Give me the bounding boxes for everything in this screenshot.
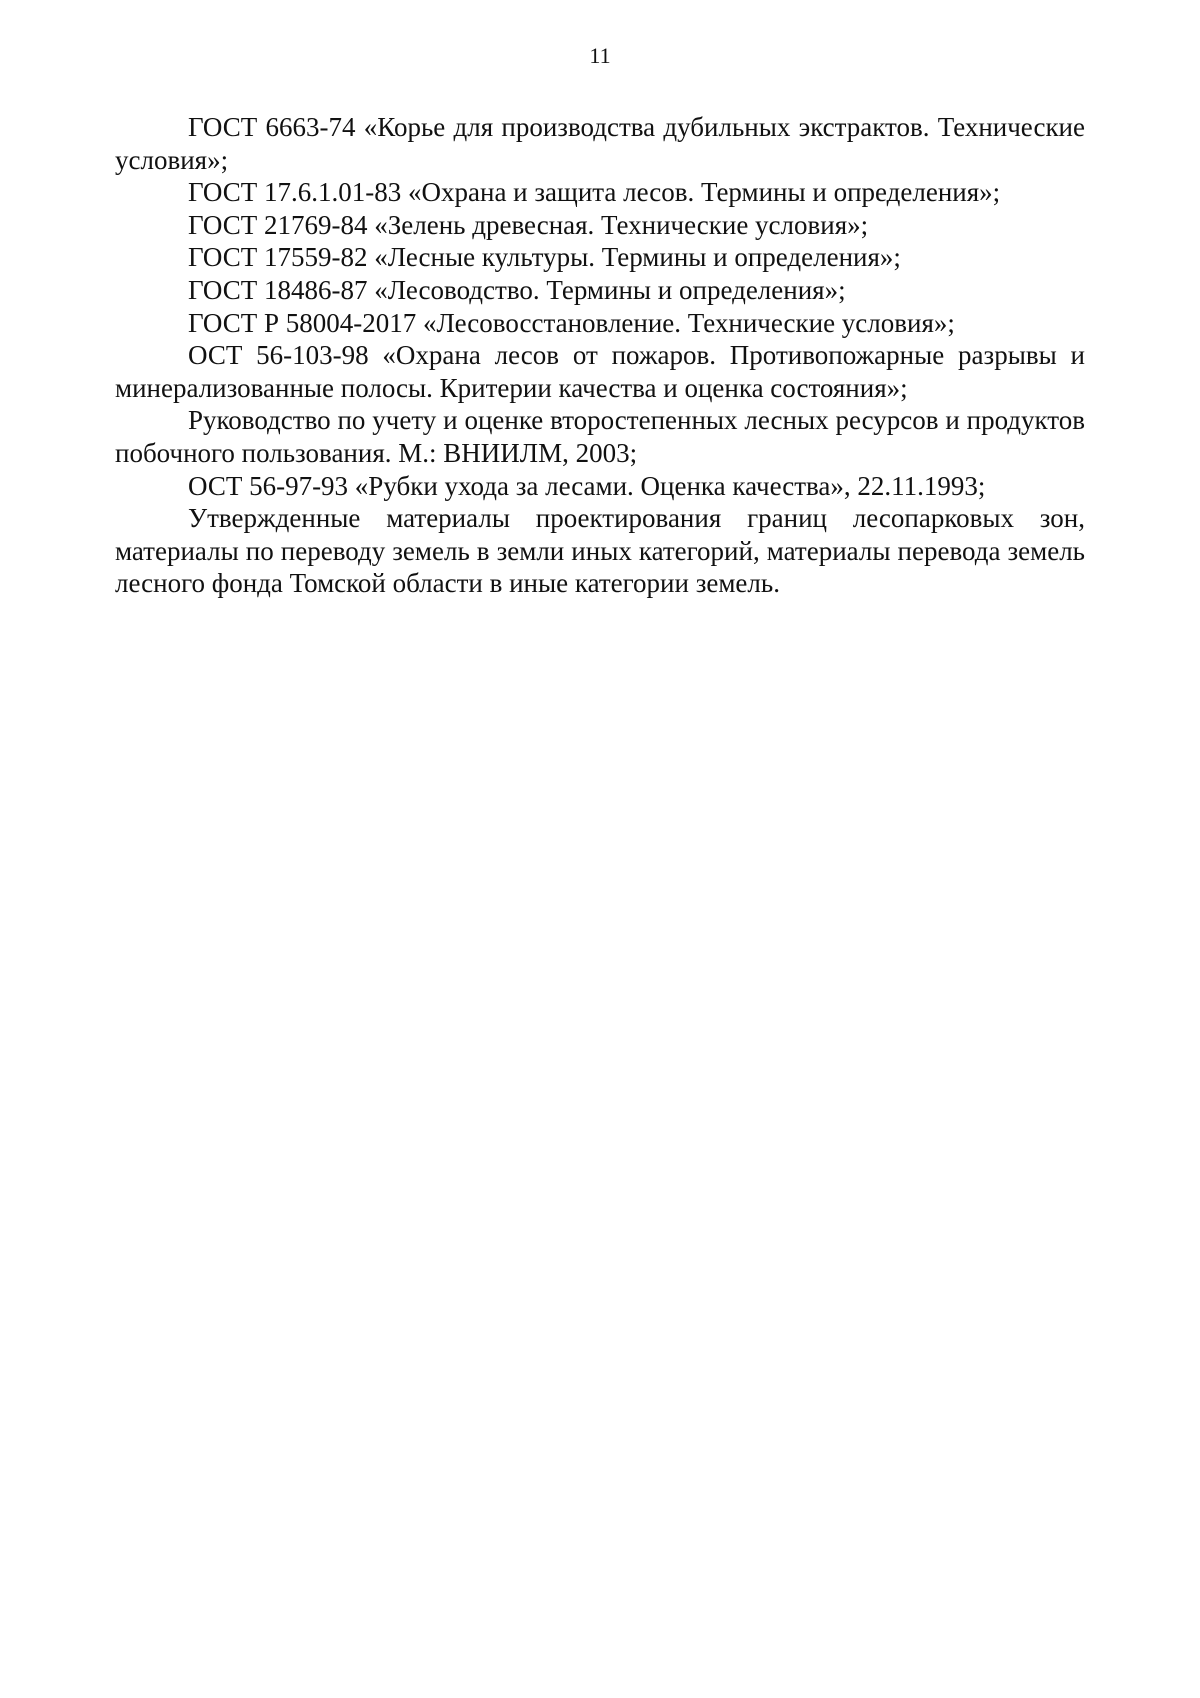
page-number: 11 [589, 43, 611, 68]
list-item-gost-r-58004-2017: ГОСТ Р 58004-2017 «Лесовосстановление. Технические условия»; [188, 307, 955, 338]
list-item-gost-17559-82: ГОСТ 17559-82 «Лесные культуры. Термины и определения»; [188, 242, 901, 273]
list-item-gost-18486-87: ГОСТ 18486-87 «Лесоводство. Термины и определения»; [188, 274, 846, 305]
list-item-gost-21769-84: ГОСТ 21769-84 «Зелень древесная. Технические условия»; [188, 209, 869, 240]
list-item-ost-56-97-93: ОСТ 56-97-93 «Рубки ухода за лесами. Оценка качества», 22.11.1993; [188, 470, 986, 501]
document-body [115, 111, 1085, 600]
list-item-approved-materials: Утвержденные материалы проектирования границ лесопарковых зон, материалы по переводу земель в земли иных категорий, материалы перевода земель лесного фонда Томской области в иные категории земель. [115, 503, 1085, 599]
list-item-ost-56-103-98: ОСТ 56-103-98 «Охрана лесов от пожаров. Противопожарные разрывы и минерализованные полосы. Критерии качества и оценка состояния»; [115, 340, 1085, 403]
list-item-gost-17-6-1-01-83: ГОСТ 17.6.1.01-83 «Охрана и защита лесов. Термины и определения»; [188, 177, 1001, 208]
list-item-vniilm-guide: Руководство по учету и оценке второстепенных лесных ресурсов и продуктов побочного пользования. М.: ВНИИЛМ, 2003; [115, 405, 1085, 468]
list-item-gost-6663-74: ГОСТ 6663-74 «Корье для производства дубильных экстрактов. Технические условия»; [115, 112, 1085, 175]
